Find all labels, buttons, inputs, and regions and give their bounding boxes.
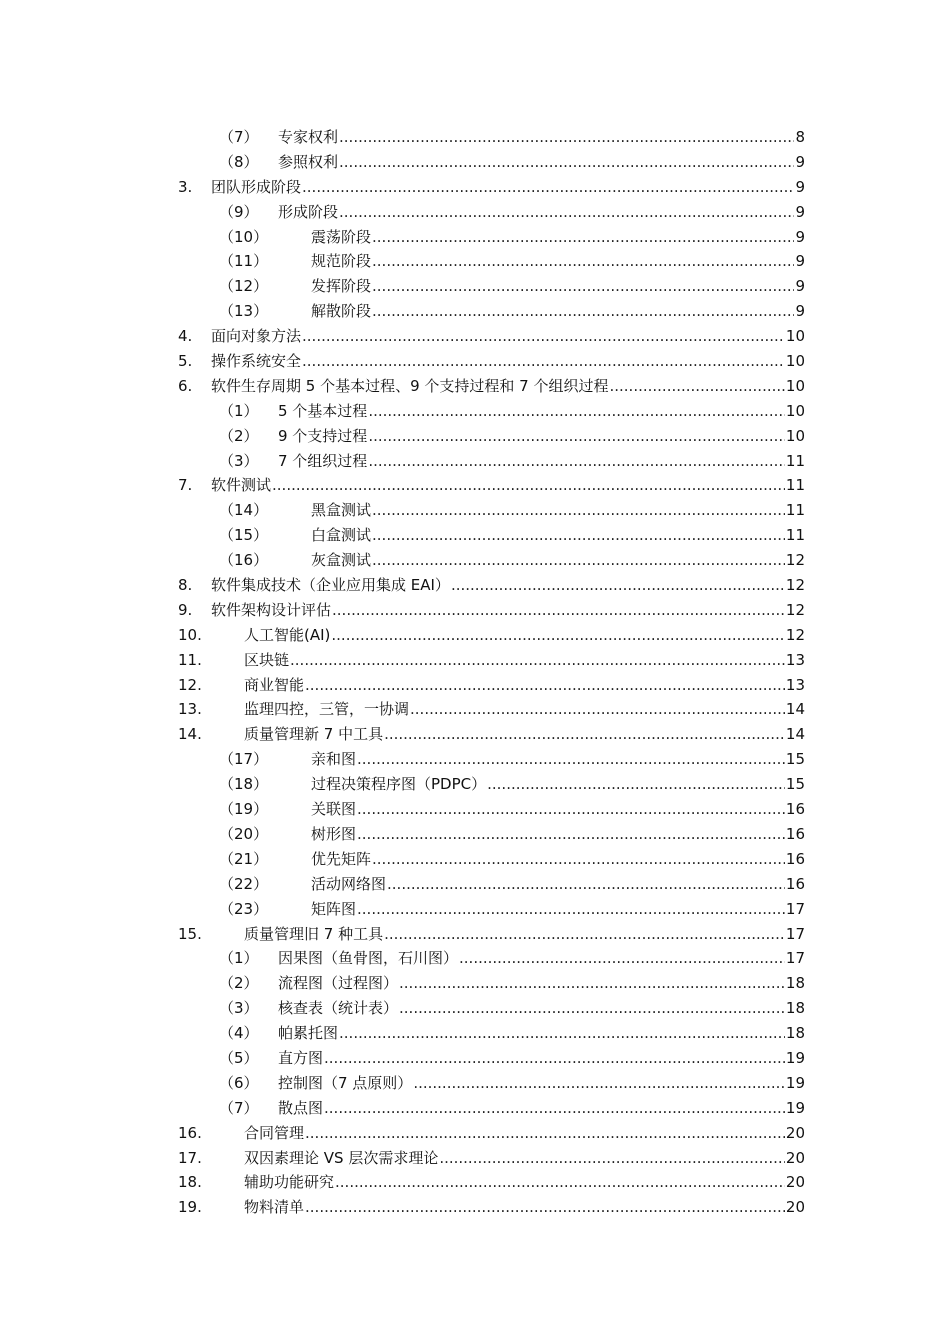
toc-entry[interactable] <box>0 150 950 175</box>
toc-entry-page-number: 10 <box>785 426 805 445</box>
toc-entry-page-number: 16 <box>785 800 805 819</box>
toc-entry[interactable] <box>0 399 950 424</box>
toc-entry-number: （9） <box>219 202 259 221</box>
toc-entry-number: （18） <box>219 775 269 794</box>
toc-entry-line <box>244 673 805 698</box>
toc-entry-title: 控制图（7 点原则） <box>278 1073 413 1092</box>
toc-entry-line <box>311 299 805 324</box>
toc-entry-page-number: 19 <box>785 1048 805 1067</box>
dot-leader <box>387 872 785 897</box>
toc-entry-title: 参照权利 <box>278 152 339 171</box>
toc-entry-page-number: 10 <box>785 327 805 346</box>
toc-entry-line <box>211 598 805 623</box>
toc-entry[interactable] <box>0 225 950 250</box>
toc-entry-page-number: 18 <box>785 1024 805 1043</box>
toc-entry-line <box>311 249 805 274</box>
toc-entry-page-number: 14 <box>785 725 805 744</box>
toc-entry-number: 10. <box>178 625 202 644</box>
toc-entry-number: （21） <box>219 849 269 868</box>
toc-entry-number: （15） <box>219 526 269 545</box>
dot-leader <box>372 274 794 299</box>
toc-entry-line <box>278 971 805 996</box>
dot-leader <box>339 1021 785 1046</box>
toc-entry-title: 直方图 <box>278 1048 324 1067</box>
toc-entry-title: 过程决策程序图（PDPC） <box>311 775 487 794</box>
toc-entry-number: 13. <box>178 700 202 719</box>
toc-entry-line <box>278 399 805 424</box>
toc-entry-number: （1） <box>219 401 259 420</box>
dot-leader <box>413 1071 785 1096</box>
toc-entry-number: 17. <box>178 1148 202 1167</box>
toc-entry-number: （1） <box>219 949 259 968</box>
dot-leader <box>305 1121 785 1146</box>
toc-entry-page-number: 13 <box>785 675 805 694</box>
toc-entry-title: 形成阶段 <box>278 202 339 221</box>
toc-entry-number: 15. <box>178 924 202 943</box>
toc-entry-page-number: 9 <box>795 252 805 271</box>
toc-entry-number: （10） <box>219 227 269 246</box>
toc-entry-line <box>244 1146 805 1171</box>
toc-entry-line <box>278 449 805 474</box>
toc-entry-page-number: 12 <box>785 600 805 619</box>
toc-entry-title: 灰盒测试 <box>311 551 372 570</box>
dot-leader <box>384 922 785 947</box>
toc-entry-page-number: 10 <box>785 401 805 420</box>
toc-entry[interactable] <box>0 673 950 698</box>
toc-entry-page-number: 9 <box>795 302 805 321</box>
toc-entry[interactable] <box>0 349 950 374</box>
dot-leader <box>332 598 785 623</box>
dot-leader <box>357 747 785 772</box>
toc-entry-page-number: 15 <box>785 775 805 794</box>
toc-entry-line <box>311 797 805 822</box>
toc-entry-number: （4） <box>219 1024 259 1043</box>
toc-entry[interactable] <box>0 747 950 772</box>
toc-entry-page-number: 20 <box>785 1148 805 1167</box>
toc-entry-number: （13） <box>219 302 269 321</box>
table-of-contents <box>0 125 950 1220</box>
toc-entry-title: 5 个基本过程 <box>278 401 368 420</box>
toc-entry-number: 12. <box>178 675 202 694</box>
toc-entry[interactable] <box>0 822 950 847</box>
toc-entry[interactable] <box>0 299 950 324</box>
dot-leader <box>372 299 794 324</box>
dot-leader <box>339 150 794 175</box>
dot-leader <box>305 1195 785 1220</box>
toc-entry-line <box>244 1195 805 1220</box>
dot-leader <box>439 1146 785 1171</box>
toc-entry-title: 面向对象方法 <box>211 327 302 346</box>
toc-entry-title: 软件测试 <box>211 476 272 495</box>
toc-entry-line <box>244 1121 805 1146</box>
dot-leader <box>357 897 785 922</box>
toc-entry-title: 因果图（鱼骨图，石川图） <box>278 949 459 968</box>
toc-entry-number: 8. <box>178 576 193 595</box>
toc-entry-number: （17） <box>219 750 269 769</box>
toc-entry-line <box>311 747 805 772</box>
toc-entry-title: 核查表（统计表） <box>278 999 399 1018</box>
toc-entry-number: （16） <box>219 551 269 570</box>
toc-entry[interactable] <box>0 648 950 673</box>
toc-entry-line <box>278 1071 805 1096</box>
toc-entry-number: 18. <box>178 1173 202 1192</box>
toc-entry[interactable] <box>0 274 950 299</box>
dot-leader <box>324 1096 785 1121</box>
dot-leader <box>372 498 785 523</box>
toc-entry-page-number: 14 <box>785 700 805 719</box>
toc-entry-page-number: 11 <box>785 501 805 520</box>
dot-leader <box>459 946 785 971</box>
toc-entry-number: 9. <box>178 600 193 619</box>
toc-entry-line <box>211 175 805 200</box>
toc-entry-number: 6. <box>178 376 193 395</box>
dot-leader <box>357 797 785 822</box>
toc-entry-page-number: 19 <box>785 1098 805 1117</box>
toc-entry-page-number: 20 <box>785 1198 805 1217</box>
toc-entry-title: 专家权利 <box>278 128 339 146</box>
toc-entry-page-number: 16 <box>785 824 805 843</box>
toc-entry-line <box>278 150 805 175</box>
toc-entry[interactable] <box>0 1021 950 1046</box>
toc-entry-page-number: 16 <box>785 874 805 893</box>
toc-entry[interactable] <box>0 374 950 399</box>
toc-entry-page-number: 17 <box>785 899 805 918</box>
toc-entry-number: （6） <box>219 1073 259 1092</box>
toc-entry-title: 解散阶段 <box>311 302 372 321</box>
toc-entry-page-number: 17 <box>785 924 805 943</box>
toc-entry-line <box>278 1021 805 1046</box>
dot-leader <box>339 125 794 150</box>
toc-entry-page-number: 17 <box>785 949 805 968</box>
toc-entry-line <box>211 349 805 374</box>
toc-entry[interactable] <box>0 722 950 747</box>
toc-entry-line <box>278 1096 805 1121</box>
toc-entry-title: 9 个支持过程 <box>278 426 368 445</box>
toc-entry-number: 7. <box>178 476 193 495</box>
dot-leader <box>368 449 785 474</box>
dot-leader <box>302 324 785 349</box>
toc-entry-title: 团队形成阶段 <box>211 177 302 196</box>
toc-entry[interactable] <box>0 200 950 225</box>
toc-entry-page-number: 11 <box>785 476 805 495</box>
toc-entry[interactable] <box>0 175 950 200</box>
toc-entry-page-number: 8 <box>795 128 805 146</box>
dot-leader <box>335 1170 785 1195</box>
toc-entry-line <box>244 697 805 722</box>
toc-entry-line <box>211 324 805 349</box>
toc-entry-line <box>311 772 805 797</box>
toc-entry[interactable] <box>0 1121 950 1146</box>
dot-leader <box>305 673 785 698</box>
toc-entry-line <box>311 872 805 897</box>
toc-entry-line <box>244 922 805 947</box>
toc-entry-title: 操作系统安全 <box>211 352 302 371</box>
toc-entry[interactable] <box>0 897 950 922</box>
toc-entry-line <box>211 473 805 498</box>
toc-entry-page-number: 9 <box>795 227 805 246</box>
toc-entry-title: 质量管理旧 7 种工具 <box>244 924 384 943</box>
toc-entry-title: 活动网络图 <box>311 874 387 893</box>
toc-entry-number: （2） <box>219 974 259 993</box>
toc-entry-title: 树形图 <box>311 824 357 843</box>
toc-entry-line <box>311 523 805 548</box>
toc-entry-title: 区块链 <box>244 650 290 669</box>
toc-entry-page-number: 10 <box>785 352 805 371</box>
toc-entry[interactable] <box>0 797 950 822</box>
toc-entry-number: 3. <box>178 177 193 196</box>
toc-entry-title: 规范阶段 <box>311 252 372 271</box>
toc-entry[interactable] <box>0 1046 950 1071</box>
toc-entry[interactable] <box>0 1096 950 1121</box>
toc-entry-number: （22） <box>219 874 269 893</box>
toc-entry-title: 软件集成技术（企业应用集成 EAI） <box>211 576 450 595</box>
toc-entry[interactable] <box>0 324 950 349</box>
toc-entry[interactable] <box>0 598 950 623</box>
toc-entry-page-number: 9 <box>795 177 805 196</box>
toc-entry[interactable] <box>0 548 950 573</box>
dot-leader <box>372 225 794 250</box>
toc-entry-title: 亲和图 <box>311 750 357 769</box>
dot-leader <box>324 1046 785 1071</box>
toc-entry-title: 商业智能 <box>244 675 305 694</box>
toc-entry-number: （3） <box>219 451 259 470</box>
toc-entry-number: （7） <box>219 1098 259 1117</box>
dot-leader <box>272 473 785 498</box>
toc-entry-title: 流程图（过程图） <box>278 974 399 993</box>
dot-leader <box>339 200 794 225</box>
toc-entry-number: （2） <box>219 426 259 445</box>
toc-entry-page-number: 18 <box>785 999 805 1018</box>
toc-entry-line <box>278 125 805 150</box>
toc-entry-page-number: 9 <box>795 277 805 296</box>
dot-leader <box>399 996 785 1021</box>
toc-entry[interactable] <box>0 872 950 897</box>
toc-entry[interactable] <box>0 449 950 474</box>
dot-leader <box>410 697 785 722</box>
toc-entry[interactable] <box>0 1195 950 1220</box>
toc-entry-line <box>211 374 805 399</box>
toc-entry-title: 发挥阶段 <box>311 277 372 296</box>
toc-entry-title: 监理四控，三管，一协调 <box>244 700 410 719</box>
dot-leader <box>372 523 785 548</box>
toc-entry-title: 物料清单 <box>244 1198 305 1217</box>
toc-entry-number: （8） <box>219 152 259 171</box>
toc-entry-line <box>311 498 805 523</box>
toc-entry-number: （7） <box>219 128 259 146</box>
toc-entry-line <box>311 822 805 847</box>
dot-leader <box>357 822 785 847</box>
toc-entry-line <box>244 722 805 747</box>
toc-entry-title: 人工智能(AI) <box>244 625 331 644</box>
toc-entry-page-number: 11 <box>785 526 805 545</box>
toc-entry[interactable] <box>0 1170 950 1195</box>
toc-entry-line <box>244 623 805 648</box>
toc-entry-page-number: 13 <box>785 650 805 669</box>
toc-entry-number: （5） <box>219 1048 259 1067</box>
dot-leader <box>487 772 785 797</box>
toc-entry-page-number: 12 <box>785 576 805 595</box>
toc-entry-number: （23） <box>219 899 269 918</box>
toc-entry-number: 14. <box>178 725 202 744</box>
toc-entry-title: 辅助功能研究 <box>244 1173 335 1192</box>
toc-entry-number: 5. <box>178 352 193 371</box>
toc-entry-page-number: 20 <box>785 1173 805 1192</box>
dot-leader <box>384 722 785 747</box>
toc-entry[interactable] <box>0 473 950 498</box>
toc-entry-page-number: 10 <box>785 376 805 395</box>
toc-entry[interactable] <box>0 623 950 648</box>
dot-leader <box>368 424 785 449</box>
toc-entry-title: 散点图 <box>278 1098 324 1117</box>
toc-entry-line <box>244 1170 805 1195</box>
toc-entry-title: 帕累托图 <box>278 1024 339 1043</box>
toc-entry[interactable] <box>0 1146 950 1171</box>
toc-entry-page-number: 16 <box>785 849 805 868</box>
toc-entry-page-number: 12 <box>785 551 805 570</box>
toc-entry-page-number: 15 <box>785 750 805 769</box>
toc-entry-number: （14） <box>219 501 269 520</box>
dot-leader <box>368 399 785 424</box>
toc-entry-title: 合同管理 <box>244 1123 305 1142</box>
toc-entry-line <box>278 424 805 449</box>
dot-leader <box>451 573 785 598</box>
toc-entry[interactable] <box>0 573 950 598</box>
toc-entry-line <box>278 946 805 971</box>
toc-entry[interactable] <box>0 946 950 971</box>
toc-entry-number: （12） <box>219 277 269 296</box>
toc-entry-page-number: 19 <box>785 1073 805 1092</box>
toc-entry-line <box>311 847 805 872</box>
dot-leader <box>302 349 785 374</box>
toc-entry-number: （19） <box>219 800 269 819</box>
toc-entry-page-number: 18 <box>785 974 805 993</box>
dot-leader <box>290 648 785 673</box>
toc-entry-line <box>278 1046 805 1071</box>
toc-entry-title: 7 个组织过程 <box>278 451 368 470</box>
dot-leader <box>372 548 785 573</box>
toc-entry-line <box>311 225 805 250</box>
toc-entry[interactable] <box>0 1071 950 1096</box>
toc-entry-number: （11） <box>219 252 269 271</box>
toc-entry[interactable] <box>0 922 950 947</box>
toc-entry[interactable] <box>0 249 950 274</box>
toc-entry-title: 质量管理新 7 中工具 <box>244 725 384 744</box>
toc-entry-line <box>311 897 805 922</box>
toc-entry[interactable] <box>0 125 950 150</box>
toc-entry[interactable] <box>0 424 950 449</box>
toc-entry-line <box>278 996 805 1021</box>
dot-leader <box>331 623 785 648</box>
toc-entry-title: 双因素理论 VS 层次需求理论 <box>244 1148 439 1167</box>
toc-entry-line <box>311 274 805 299</box>
toc-entry-line <box>278 200 805 225</box>
toc-entry-number: 11. <box>178 650 202 669</box>
toc-entry[interactable] <box>0 971 950 996</box>
toc-entry-number: 4. <box>178 327 193 346</box>
toc-entry[interactable] <box>0 996 950 1021</box>
toc-entry-page-number: 11 <box>785 451 805 470</box>
toc-entry-number: 16. <box>178 1123 202 1142</box>
toc-entry-number: （20） <box>219 824 269 843</box>
toc-entry-title: 软件生存周期 5 个基本过程、9 个支持过程和 7 个组织过程 <box>211 376 609 395</box>
toc-entry-title: 软件架构设计评估 <box>211 600 332 619</box>
toc-entry-page-number: 9 <box>795 202 805 221</box>
dot-leader <box>372 249 794 274</box>
toc-entry[interactable] <box>0 523 950 548</box>
toc-entry-number: （3） <box>219 999 259 1018</box>
toc-entry[interactable] <box>0 697 950 722</box>
toc-entry-title: 黑盒测试 <box>311 501 372 520</box>
toc-entry-line <box>211 573 805 598</box>
toc-entry-page-number: 12 <box>785 625 805 644</box>
toc-entry-line <box>311 548 805 573</box>
toc-entry-title: 优先矩阵 <box>311 849 372 868</box>
toc-entry[interactable] <box>0 847 950 872</box>
toc-entry-page-number: 9 <box>795 152 805 171</box>
toc-entry[interactable] <box>0 498 950 523</box>
dot-leader <box>372 847 785 872</box>
toc-entry-line <box>244 648 805 673</box>
toc-entry-title: 白盒测试 <box>311 526 372 545</box>
dot-leader <box>302 175 794 200</box>
toc-entry-page-number: 20 <box>785 1123 805 1142</box>
toc-entry-number: 19. <box>178 1198 202 1217</box>
dot-leader <box>399 971 785 996</box>
toc-entry-title: 矩阵图 <box>311 899 357 918</box>
toc-entry[interactable] <box>0 772 950 797</box>
toc-entry-title: 震荡阶段 <box>311 227 372 246</box>
dot-leader <box>609 374 784 399</box>
toc-entry-title: 关联图 <box>311 800 357 819</box>
